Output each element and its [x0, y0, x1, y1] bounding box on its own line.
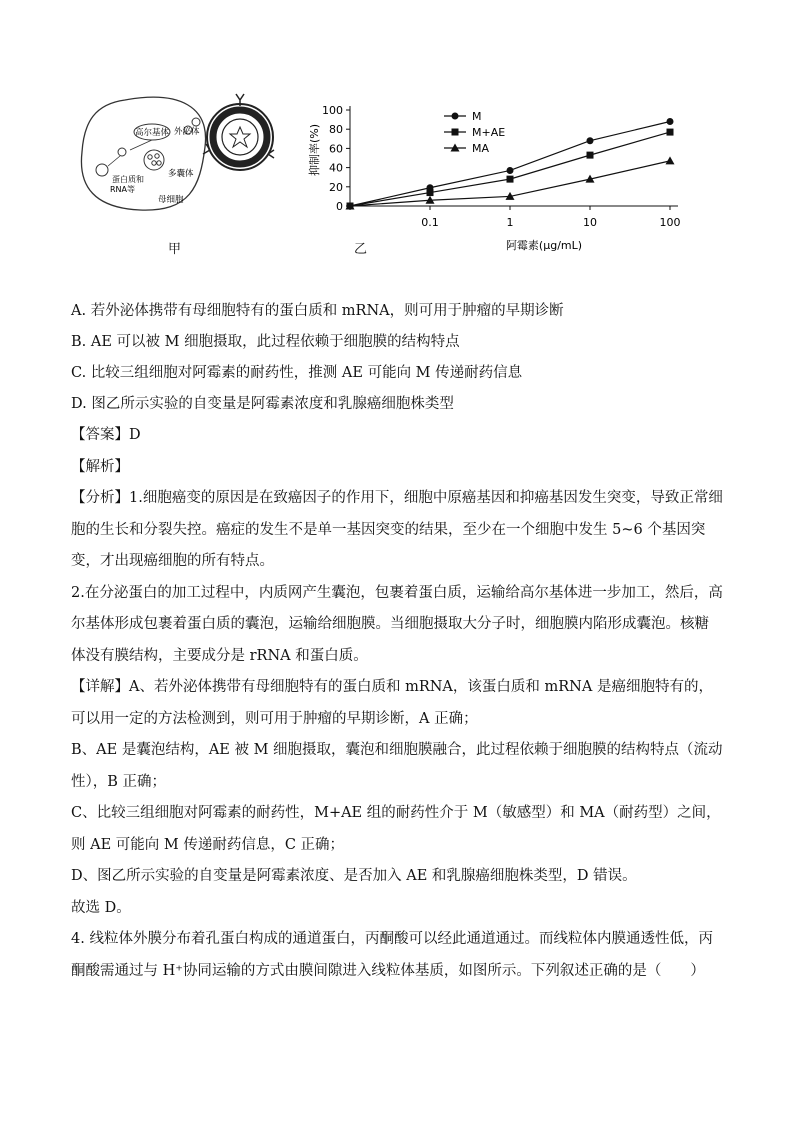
recipient-cell-inner [222, 119, 258, 155]
x-tick-label: 1 [506, 216, 514, 229]
cargo-label-line1: 蛋白质和 [112, 175, 144, 184]
detail-paragraph-d: D、图乙所示实验的自变量是阿霉素浓度、是否加入 AE 和乳腺癌细胞株类型，D 错误。 [71, 868, 637, 884]
y-tick-label: 40 [329, 161, 343, 175]
cargo-label-line2: RNA等 [110, 185, 136, 194]
y-axis-label: 抑制率(%) [308, 123, 321, 177]
detail-paragraph-c: C、比较三组细胞对阿霉素的耐药性，M+AE 组的耐药性介于 M（敏感型）和 MA（耐药型）之间，则 AE 可能向 M 传递耐药信息，C 正确； [71, 805, 721, 853]
mother-cell-membrane [81, 97, 205, 210]
option-a: A. 若外泌体携带有母细胞特有的蛋白质和 mRNA，则可用于肿瘤的早期诊断 [71, 303, 564, 319]
data-point [452, 129, 459, 136]
mvb-inner-vesicle [148, 155, 152, 159]
legend-label: MA [472, 142, 490, 155]
figure-jia-caption: 甲 [168, 242, 182, 257]
figure-yi-chart [300, 92, 700, 262]
figure-yi-caption: 乙 [354, 242, 368, 257]
mvb-inner-vesicle [157, 161, 161, 165]
y-tick-label: 20 [329, 180, 343, 194]
data-point [667, 118, 674, 125]
data-point [427, 189, 434, 196]
vesicle [118, 148, 126, 156]
detail-paragraph-b: B、AE 是囊泡结构，AE 被 M 细胞摄取，囊泡和细胞膜融合，此过程依赖于细胞膜的结构特点（流动性），B 正确； [71, 742, 723, 790]
analysis-paragraph-1: 【分析】1.细胞癌变的原因是在致癌因子的作用下，细胞中原癌基因和抑癌基因发生突变，导致正常细胞的生长和分裂失控。癌症的发生不是单一基因突变的结果，至少在一个细胞中发生 5~6 个基因突变，才出现癌细胞的所有特点。 [71, 490, 723, 569]
vesicle [96, 164, 108, 176]
data-point [667, 129, 674, 136]
analysis-paragraph-2: 2.在分泌蛋白的加工过程中，内质网产生囊泡，包裹着蛋白质，运输给高尔基体进一步加工，然后，高尔基体形成包裹着蛋白质的囊泡，运输给细胞膜。当细胞摄取大分子时，细胞膜内陷形成囊泡。核糖体没有膜结构，主要成分是 rRNA 和蛋白质。 [71, 584, 723, 664]
exosome [192, 118, 200, 126]
mvb-label: 多囊体 [168, 169, 194, 179]
option-d: D. 图乙所示实验的自变量是阿霉素浓度和乳腺癌细胞株类型 [71, 396, 454, 412]
question-content [71, 296, 723, 987]
analysis-header: 【解析】 [71, 458, 129, 475]
x-tick-label: 10 [583, 216, 597, 229]
conclusion-line: 故选 D。 [71, 899, 131, 916]
x-tick-label: 0.1 [421, 216, 439, 229]
mvb-inner-vesicle [152, 161, 156, 165]
golgi-label: 高尔基体 [134, 128, 170, 138]
legend-label: M+AE [472, 126, 506, 139]
figure-jia-diagram [70, 92, 280, 217]
legend-label: M [472, 110, 482, 123]
figure-row [70, 92, 730, 262]
exosome-label: 外泌体 [174, 127, 200, 137]
detail-paragraph-a: 【详解】A、若外泌体携带有母细胞特有的蛋白质和 mRNA，该蛋白质和 mRNA 是癌细胞特有的，可以用一定的方法检测到，则可用于肿瘤的早期诊断，A 正确； [71, 679, 713, 727]
arrow-line [108, 156, 120, 166]
y-tick-label: 0 [336, 200, 343, 213]
chart-axes [322, 104, 681, 229]
multivesicular-body [144, 150, 164, 170]
data-point [666, 156, 675, 164]
mother-cell-label: 母细胞 [158, 195, 184, 205]
y-tick-label: 60 [329, 142, 343, 156]
data-point [587, 137, 594, 144]
y-tick-label: 100 [322, 104, 343, 117]
mvb-inner-vesicle [155, 154, 159, 158]
data-point [507, 167, 514, 174]
x-tick-label: 100 [659, 216, 681, 229]
option-b: B. AE 可以被 M 细胞摄取，此过程依赖于细胞膜的结构特点 [71, 334, 460, 350]
arrow-line [130, 140, 152, 150]
option-c: C. 比较三组细胞对阿霉素的耐药性，推测 AE 可能向 M 传递耐药信息 [71, 365, 523, 381]
next-question: 4. 线粒体外膜分布着孔蛋白构成的通道蛋白，丙酮酸可以经此通道通过。而线粒体内膜通透性低，丙酮酸需通过与 H⁺协同运输的方式由膜间隙进入线粒体基质，如图所示。下列叙述正确的是（ ） [71, 931, 713, 979]
chart-series [346, 118, 675, 209]
data-point [587, 152, 594, 159]
x-axis-label: 阿霉素(μg/mL) [505, 239, 583, 252]
data-point [452, 113, 459, 120]
data-point [507, 176, 514, 183]
y-tick-label: 80 [329, 123, 343, 137]
answer-line: 【答案】D [71, 427, 141, 443]
chart-legend [444, 110, 505, 155]
